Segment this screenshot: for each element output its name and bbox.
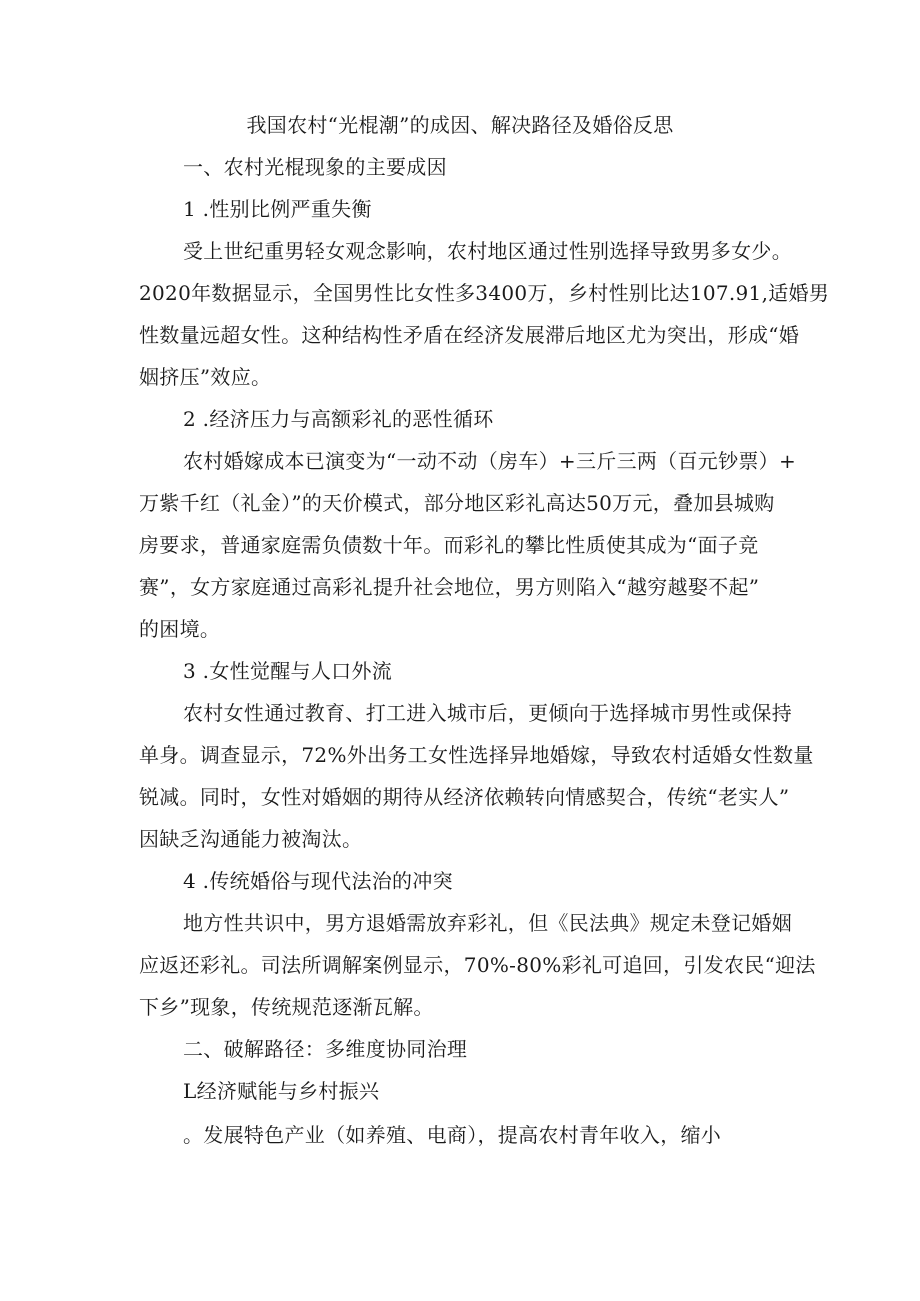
paragraph-line: 2020年数据显示，全国男性比女性多3400万，乡村性别比达107.91,适婚男 [139, 281, 830, 305]
paragraph-line: 的困境。 [139, 617, 221, 641]
paragraph-line: 单身。调查显示，72%外出务工女性选择异地婚嫁，导致农村适婚女性数量 [139, 743, 814, 767]
document-title: 我国农村“光棍潮”的成因、解决路径及婚俗反思 [246, 113, 674, 137]
paragraph-line: 农村婚嫁成本已演变为“一动不动（房车）+三斤三两（百元钞票）+ [183, 449, 797, 473]
paragraph-line: 姻挤压”效应。 [139, 365, 272, 389]
paragraph-line: 房要求，普通家庭需负债数十年。而彩礼的攀比性质使其成为“面子竞 [139, 533, 759, 557]
paragraph-line: 因缺乏沟通能力被淘汰。 [139, 827, 363, 851]
paragraph-line: 性数量远超女性。这种结构性矛盾在经济发展滞后地区尤为突出，形成“婚 [139, 323, 800, 347]
subsection-heading: 1 .性别比例严重失衡 [183, 197, 372, 221]
subsection-heading: 4 .传统婚俗与现代法治的冲突 [183, 869, 453, 893]
paragraph-line: 应返还彩礼。司法所调解案例显示，70%-80%彩礼可追回，引发农民“迎法 [139, 953, 816, 977]
subsection-heading: L经济赋能与乡村振兴 [183, 1079, 380, 1103]
paragraph-line: 锐减。同时，女性对婚姻的期待从经济依赖转向情感契合，传统“老实人” [139, 785, 790, 809]
subsection-heading: 2 .经济压力与高额彩礼的恶性循环 [183, 407, 494, 431]
paragraph-line: 地方性共识中，男方退婚需放弃彩礼，但《民法典》规定未登记婚姻 [183, 911, 792, 935]
paragraph-line: 。发展特色产业（如养殖、电商），提高农村青年收入，缩小 [183, 1123, 722, 1147]
paragraph-line: 赛”，女方家庭通过高彩礼提升社会地位，男方则陷入“越穷越娶不起” [139, 575, 760, 599]
paragraph-line: 万紫千红（礼金）”的天价模式，部分地区彩礼高达50万元，叠加县城购 [139, 491, 775, 515]
paragraph-line: 农村女性通过教育、打工进入城市后，更倾向于选择城市男性或保持 [183, 701, 792, 725]
subsection-heading: 3 .女性觉醒与人口外流 [183, 659, 393, 683]
section-heading: 二、破解路径：多维度协同治理 [183, 1037, 468, 1061]
paragraph-line: 受上世纪重男轻女观念影响，农村地区通过性别选择导致男多女少。 [183, 239, 792, 263]
paragraph-line: 下乡”现象，传统规范逐渐瓦解。 [139, 995, 434, 1019]
section-heading: 一、农村光棍现象的主要成因 [183, 155, 447, 179]
